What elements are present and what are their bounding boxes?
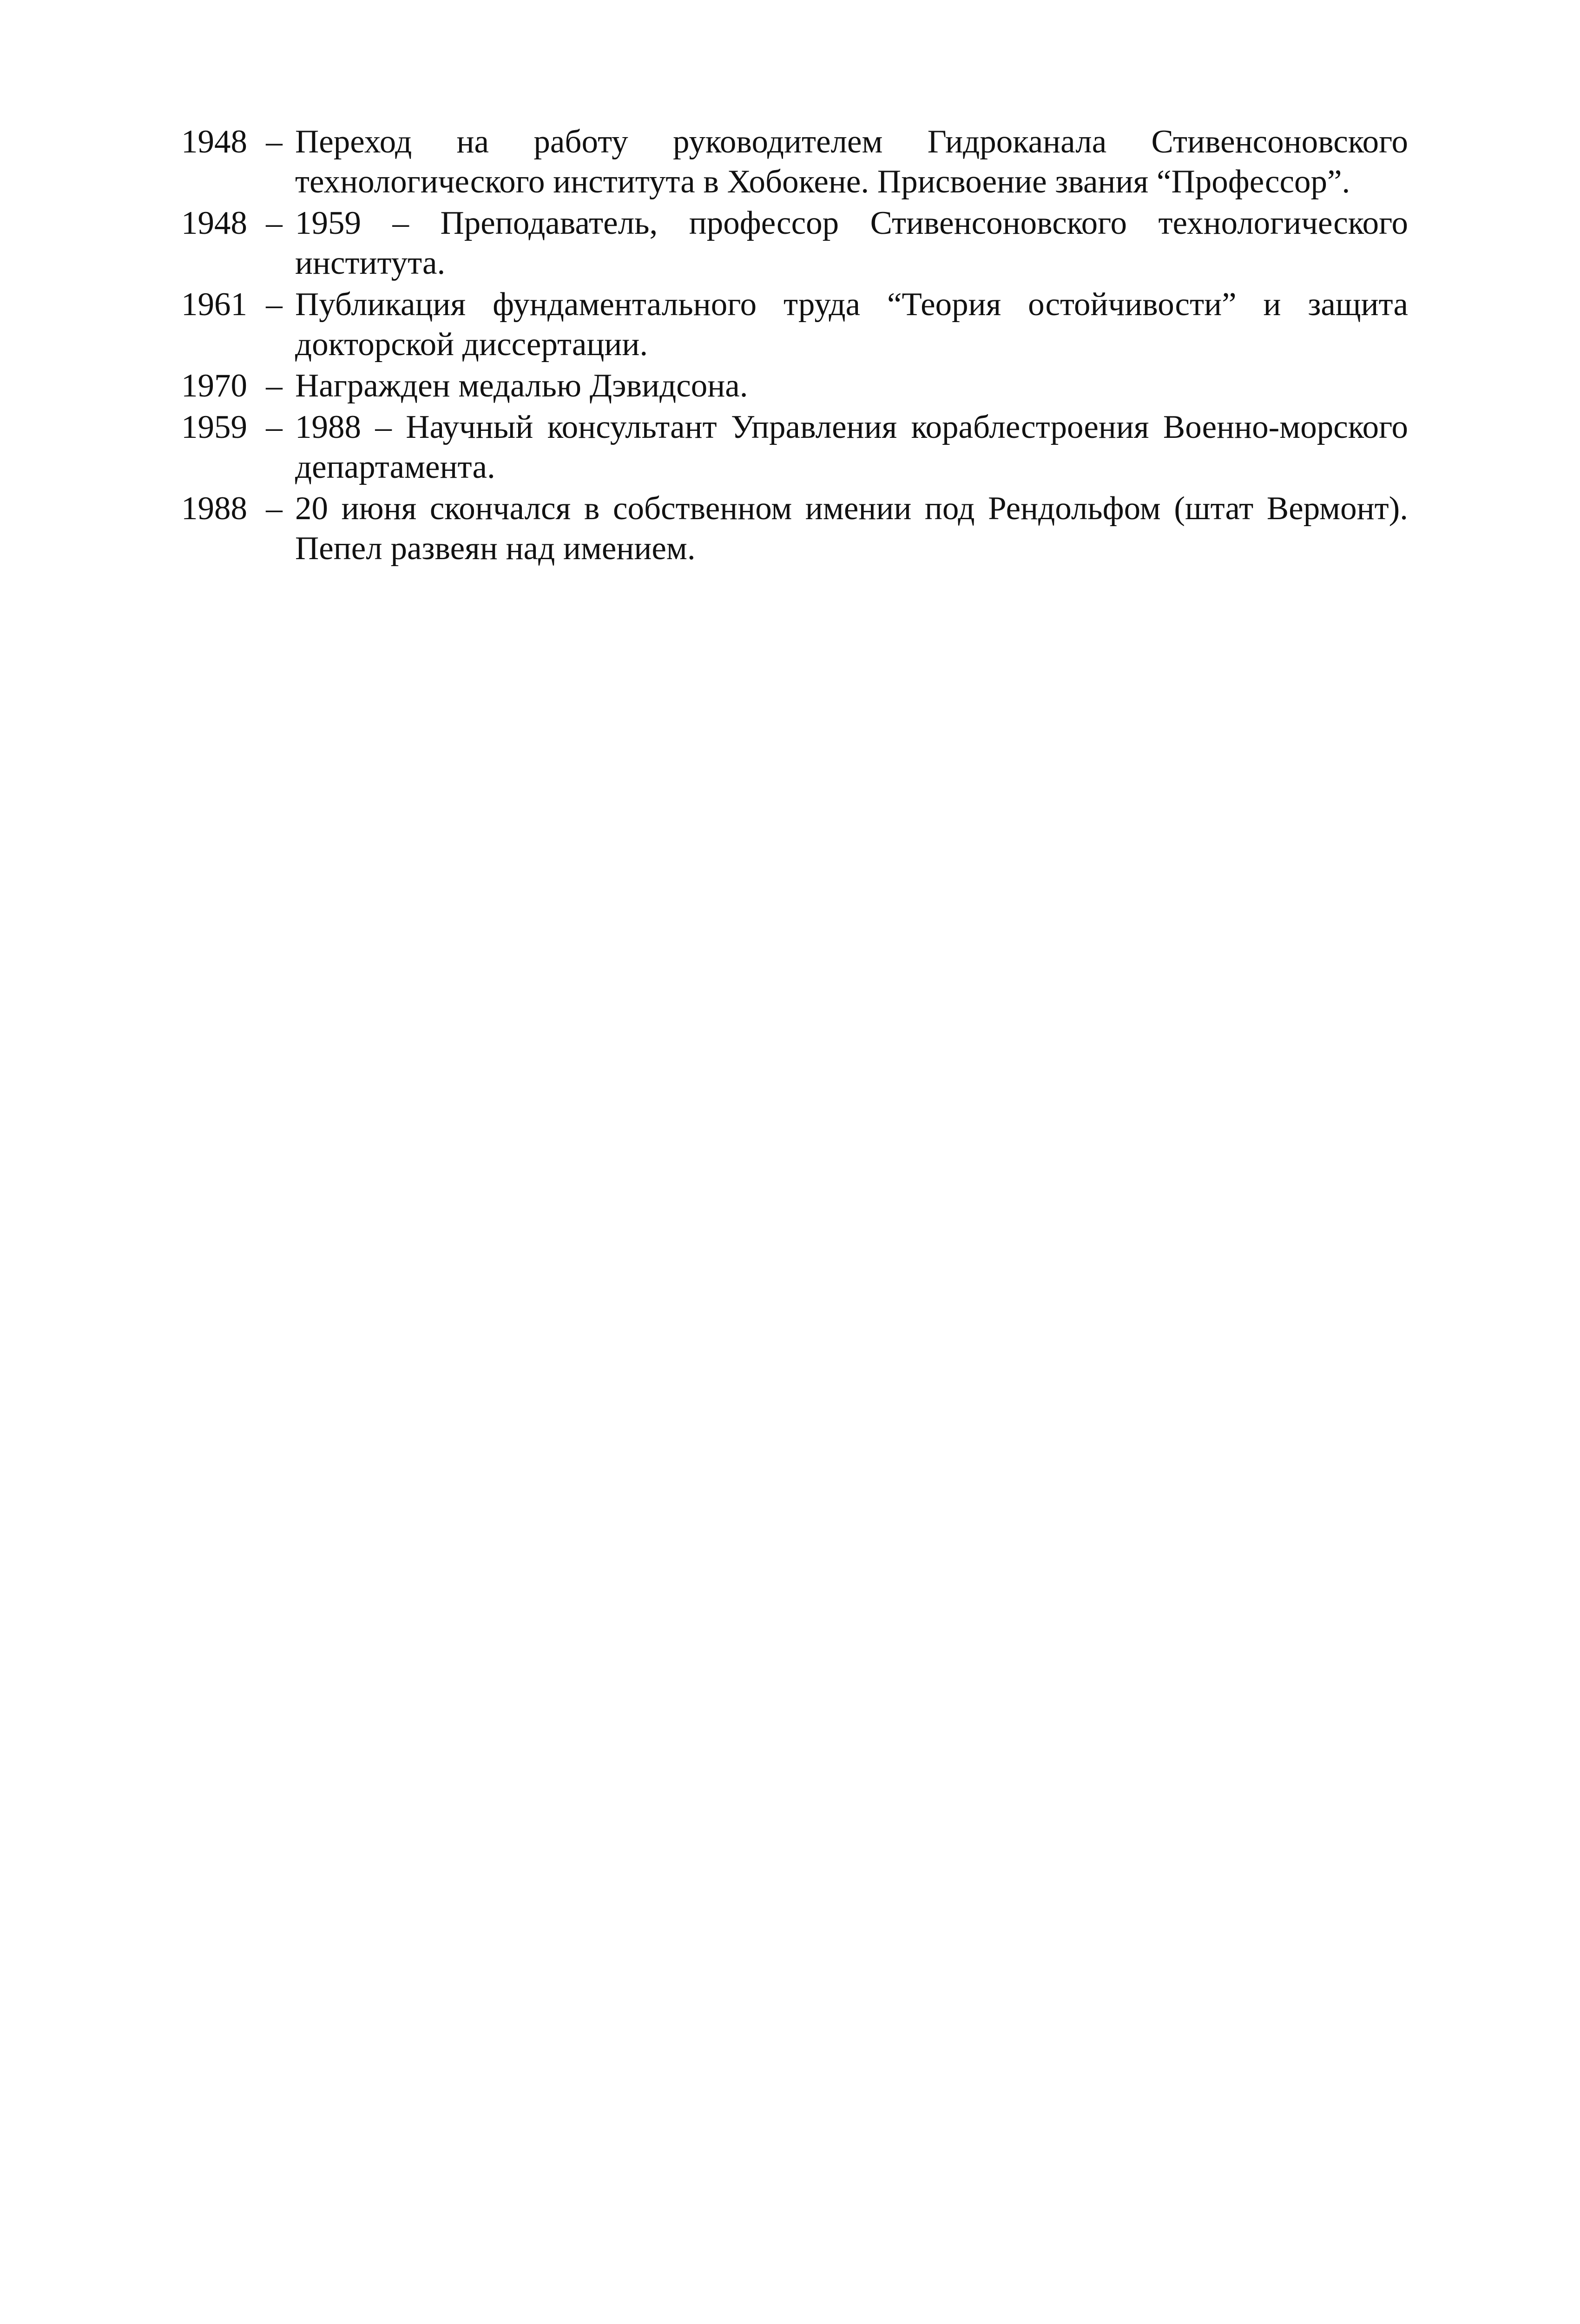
entry-text: Награжден медалью Дэвидсона. xyxy=(295,368,748,404)
entry-text: 1959 – Преподаватель, профессор Стивенсоновского технологического института. xyxy=(295,205,1408,281)
timeline-entry xyxy=(181,366,1408,406)
entry-dash: – xyxy=(266,409,283,445)
entry-dash: – xyxy=(266,124,283,160)
timeline-entry xyxy=(181,203,1408,283)
timeline-entry xyxy=(181,489,1408,568)
timeline-entry xyxy=(181,122,1408,202)
entry-text: Публикация фундаментального труда “Теория остойчивости” и защита докторской диссертации. xyxy=(295,286,1408,363)
entry-text: 1988 – Научный консультант Управления кораблестроения Военно-морского департамента. xyxy=(295,409,1408,485)
entry-text: 20 июня скончался в собственном имении под Рендольфом (штат Вермонт). Пепел развеян над имением. xyxy=(295,490,1408,567)
entry-text: Переход на работу руководителем Гидроканала Стивенсоновского технологического института в Хобокене. Присвоение звания “Профессор”. xyxy=(295,124,1408,200)
entry-dash: – xyxy=(266,490,283,527)
entry-year: 1948 xyxy=(181,124,247,160)
entry-dash: – xyxy=(266,368,283,404)
timeline-entry xyxy=(181,284,1408,364)
entry-dash: – xyxy=(266,205,283,241)
timeline-entry xyxy=(181,407,1408,487)
entry-year: 1961 xyxy=(181,286,247,323)
biography-timeline xyxy=(181,122,1408,570)
entry-year: 1959 xyxy=(181,409,247,445)
entry-year: 1988 xyxy=(181,490,247,527)
entry-year: 1948 xyxy=(181,205,247,241)
entry-dash: – xyxy=(266,286,283,323)
entry-year: 1970 xyxy=(181,368,247,404)
